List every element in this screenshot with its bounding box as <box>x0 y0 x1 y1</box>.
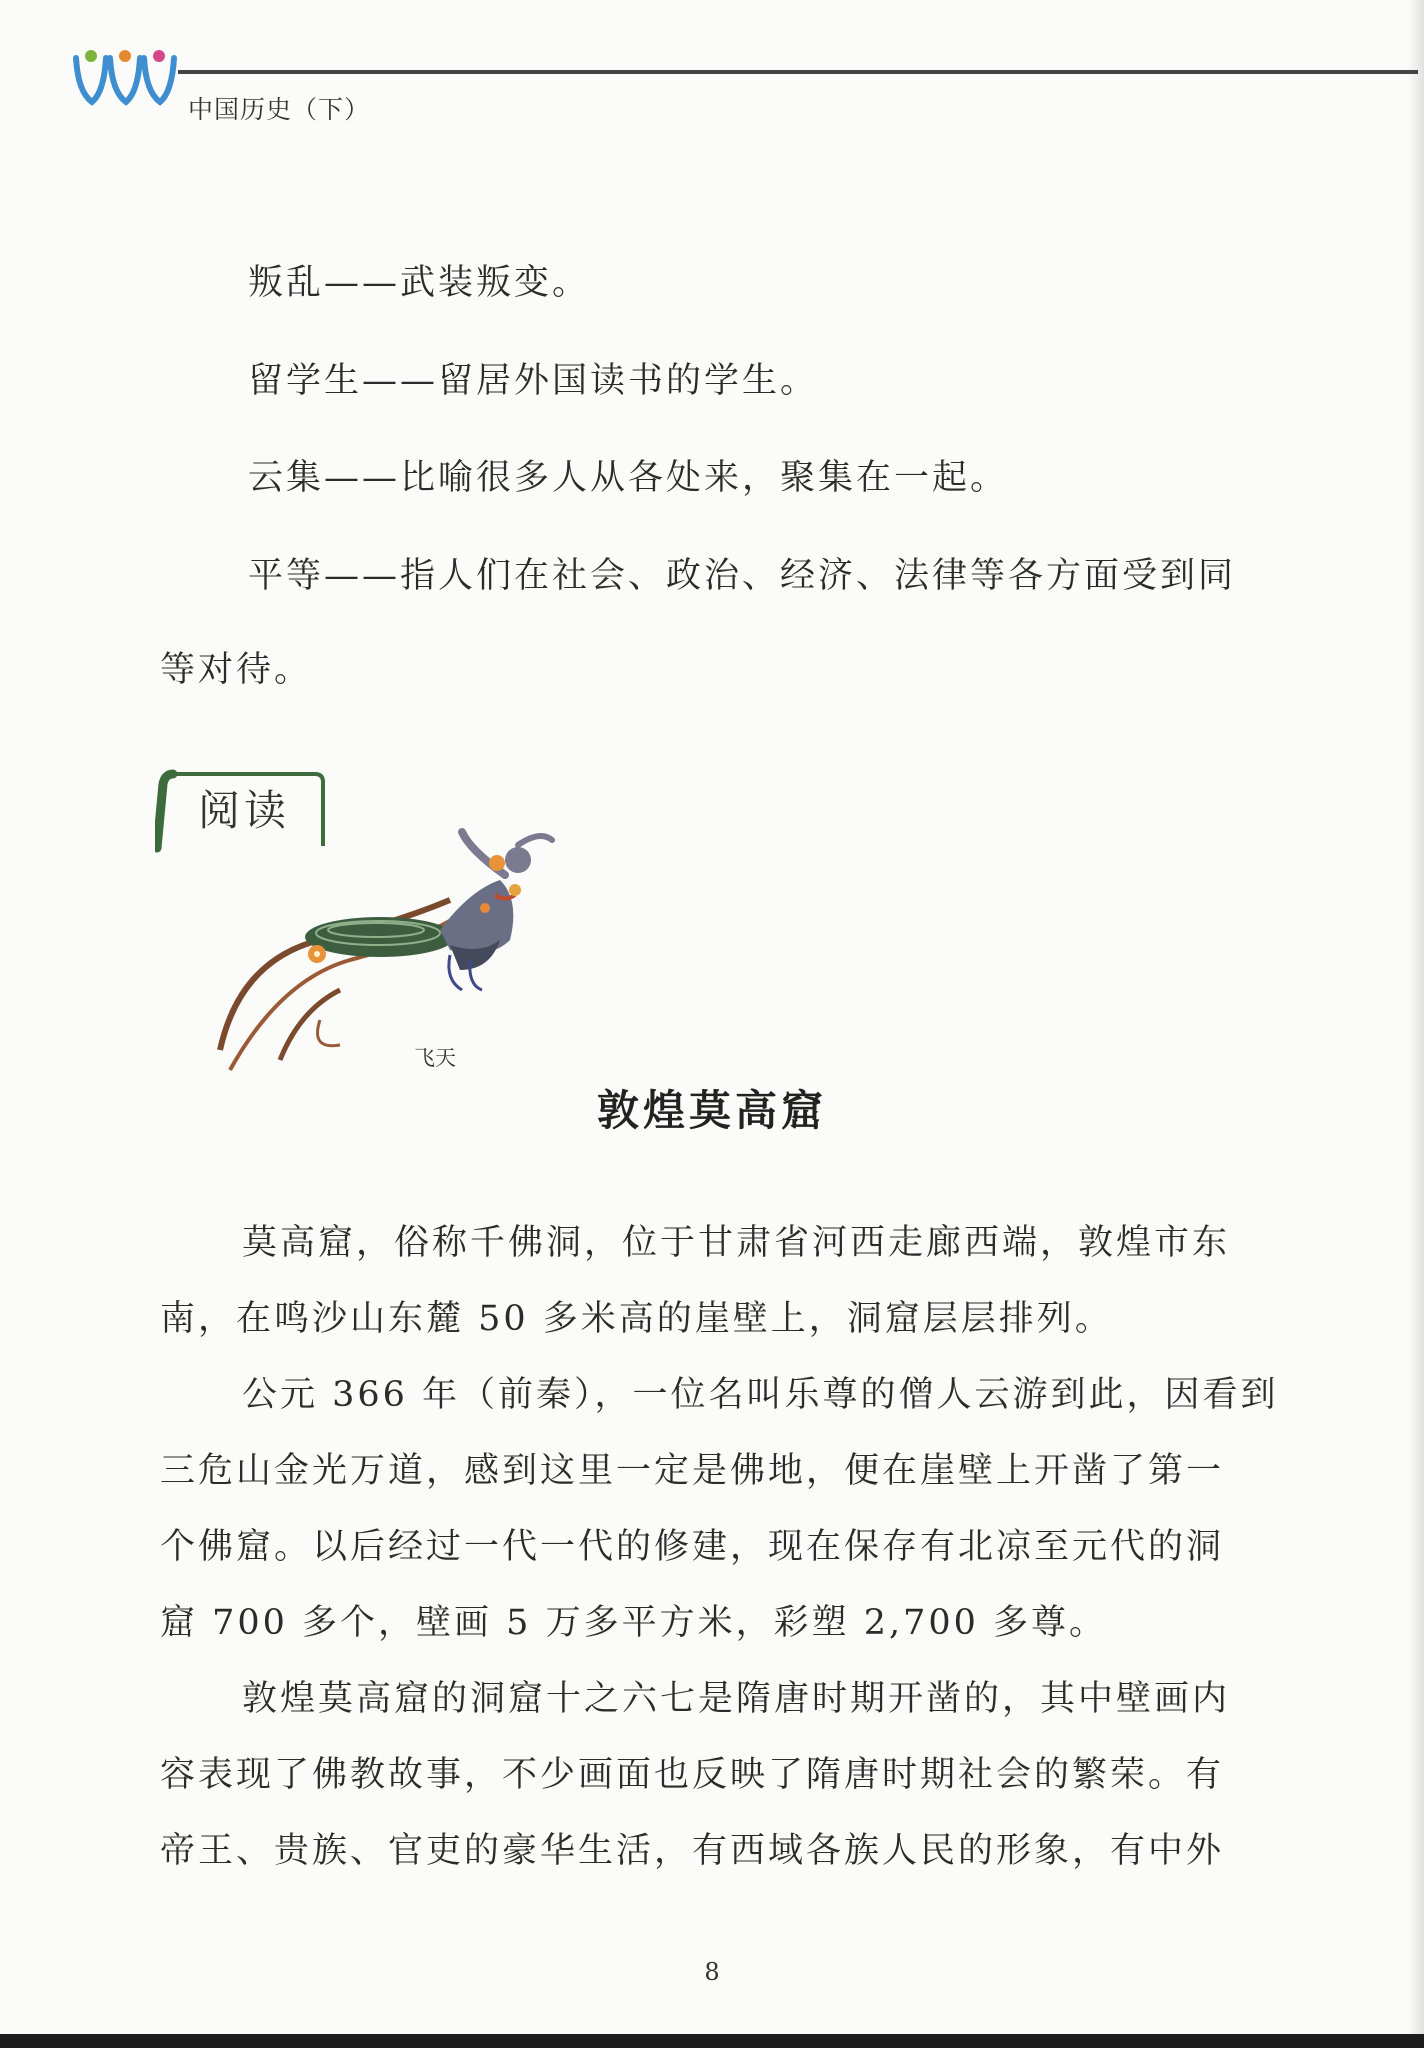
publisher-logo-icon <box>70 42 182 112</box>
glossary-line: 平等——指人们在社会、政治、经济、法律等各方面受到同 <box>248 556 1237 596</box>
section-title: 敦煌莫高窟 <box>596 1086 827 1135</box>
page-edge-shadow <box>1408 0 1424 2048</box>
reading-badge-label: 阅读 <box>198 786 291 835</box>
book-title: 中国历史（下） <box>188 95 371 124</box>
paragraph-line: 三危山金光万道，感到这里一定是佛地，便在崖壁上开凿了第一 <box>160 1451 1225 1491</box>
glossary-line: 留学生——留居外国读书的学生。 <box>248 361 819 401</box>
paragraph-line: 南，在鸣沙山东麓 50 多米高的崖壁上，洞窟层层排列。 <box>160 1299 1113 1339</box>
glossary-line: 叛乱——武装叛变。 <box>248 263 591 303</box>
glossary-line: 云集——比喻很多人从各处来，聚集在一起。 <box>248 458 1009 498</box>
page-number: 8 <box>704 1958 720 1986</box>
paragraph-line: 个佛窟。以后经过一代一代的修建，现在保存有北凉至元代的洞 <box>160 1527 1225 1567</box>
scan-bottom-edge <box>0 2034 1424 2048</box>
header-rule <box>178 70 1418 74</box>
paragraph-line: 公元 366 年（前秦），一位名叫乐尊的僧人云游到此，因看到 <box>242 1375 1279 1415</box>
paragraph-line: 窟 700 多个，壁画 5 万多平方米，彩塑 2,700 多尊。 <box>160 1603 1108 1643</box>
illustration-caption: 飞天 <box>414 1046 456 1070</box>
paragraph-line: 容表现了佛教故事，不少画面也反映了隋唐时期社会的繁荣。有 <box>160 1755 1225 1795</box>
glossary-continuation: 等对待。 <box>160 650 313 690</box>
paragraph-line: 敦煌莫高窟的洞窟十之六七是隋唐时期开凿的，其中壁画内 <box>242 1679 1231 1719</box>
paragraph-line: 帝王、贵族、官吏的豪华生活，有西域各族人民的形象，有中外 <box>160 1831 1225 1871</box>
paragraph-line: 莫高窟，俗称千佛洞，位于甘肃省河西走廊西端，敦煌市东 <box>242 1223 1231 1263</box>
